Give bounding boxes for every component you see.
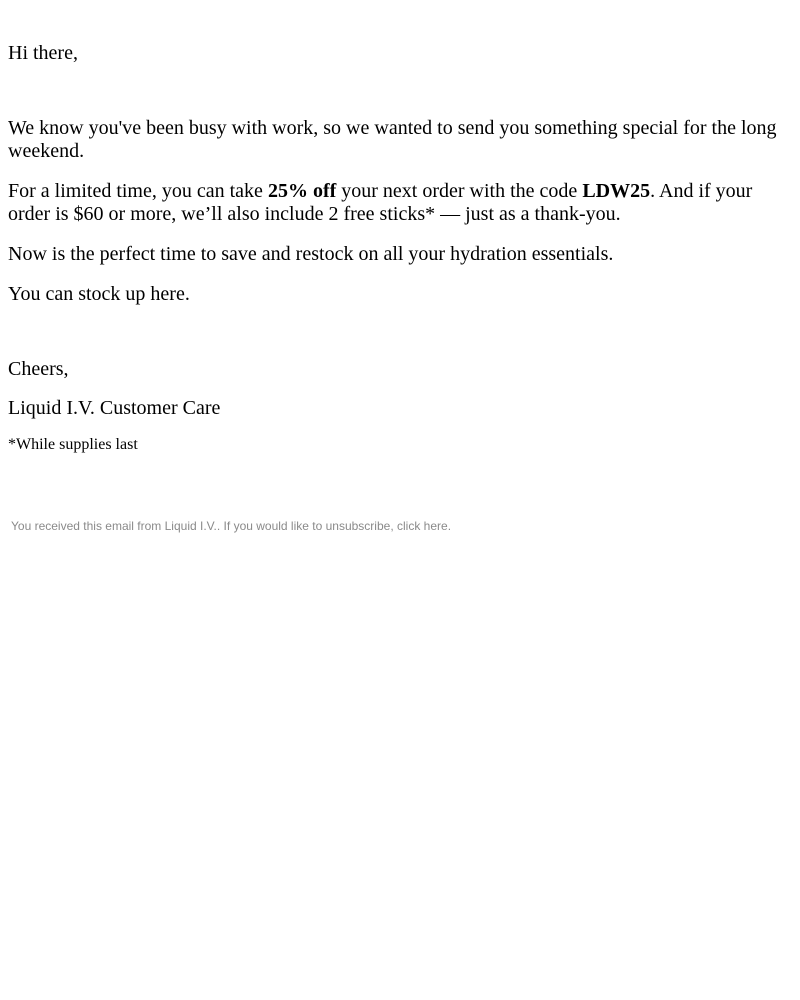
- offer-prefix: For a limited time, you can take: [8, 180, 268, 202]
- disclaimer: *While supplies last: [8, 436, 138, 453]
- stock-up-link[interactable]: here: [150, 283, 185, 305]
- footer: [11, 518, 781, 534]
- offer-paragraph: [8, 180, 778, 226]
- offer-middle: your next order with the code: [336, 180, 583, 202]
- discount-amount: 25% off: [267, 180, 337, 202]
- save-paragraph: Now is the perfect time to save and restock on all your hydration essentials.: [8, 243, 614, 265]
- stock-suffix: .: [184, 283, 190, 305]
- promo-code: LDW25: [582, 180, 651, 202]
- intro-paragraph: We know you've been busy with work, so we wanted to send you something special for the long weekend.: [8, 117, 777, 162]
- footer-prefix: You received this email from Liquid I.V.. If you would like to unsubscribe,: [11, 519, 397, 533]
- signoff: Cheers,: [8, 358, 69, 380]
- signature: Liquid I.V. Customer Care: [8, 397, 221, 419]
- greeting: Hi there,: [8, 42, 78, 64]
- stock-prefix: You can stock up: [8, 283, 151, 305]
- unsubscribe-link[interactable]: click here: [397, 519, 448, 533]
- offer-suffix: . And if your order is $60 or more, we’ll also include 2 free sticks* — just as a thank-you.: [8, 180, 753, 225]
- stock-paragraph: [8, 283, 778, 306]
- footer-suffix: .: [447, 519, 452, 533]
